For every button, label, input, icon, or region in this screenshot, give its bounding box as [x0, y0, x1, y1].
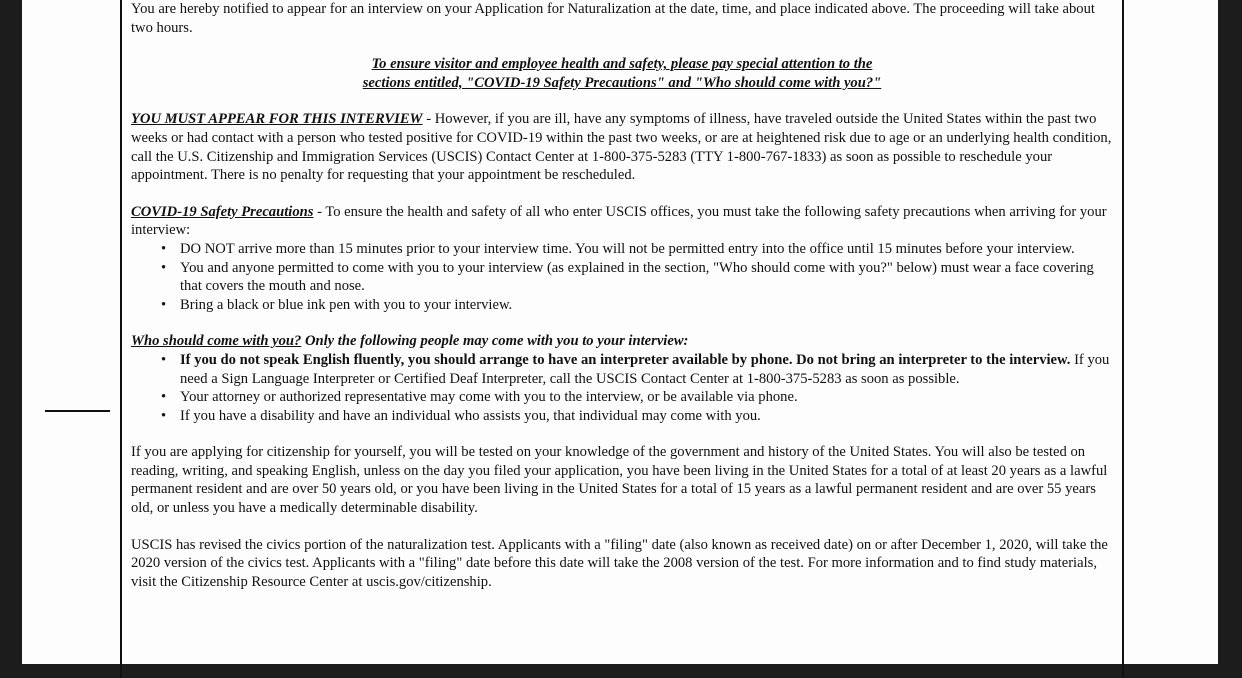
testing-paragraph: If you are applying for citizenship for yourself, you will be tested on your knowledge of the government and history of the United States. You will also be tested on reading, writing, and speaking English, unless on the day you filed your application, you have been living in the United States for a total of at least 20 years as a lawful permanent resident and are over 50 years old, or you have been living in the United States for a total of 15 years as a lawful permanent resident and are over 55 years old, or unless you have a medically determinable disability.: [131, 444, 1108, 517]
list-item: • If you have a disability and have an individual who assists you, that individual may come with you.: [180, 407, 1113, 426]
list-item: • Your attorney or authorized representative may come with you to the interview, or be available via phone.: [180, 388, 1113, 407]
who-should-come-heading: Who should come with you?: [131, 333, 302, 350]
precautions-paragraph: [131, 203, 1113, 240]
precautions-intro: - To ensure the health and safety of all who enter USCIS offices, you must take the following safety precautions when arriving for your interview:: [131, 203, 1107, 239]
who-should-come-paragraph: [131, 332, 1113, 351]
intro-paragraph: You are hereby notified to appear for an interview on your Application for Naturalization at the date, time, and place indicated above. The proceeding will take about two hours.: [131, 1, 1095, 36]
must-appear-text: - However, if you are ill, have any symptoms of illness, have traveled outside the United States within the past two weeks or had contact with a person who tested positive for COVID-19 within the past two weeks, or are at heightened risk due to age or an underlying health condition, call the U.S. Citizenship and Immigration Services (USCIS) Contact Center at 1-800-375-5283 (TTY 1-800-767-1833) as soon as possible to reschedule your appointment. There is no penalty for requesting that your appointment be rescheduled.: [131, 111, 1112, 184]
list-item: • You and anyone permitted to come with you to your interview (as explained in the section, "Who should come with you?" below) must wear a face covering that covers the mouth and nose.: [180, 259, 1113, 296]
civics-paragraph: USCIS has revised the civics portion of the naturalization test. Applicants with a "filing" date (also known as received date) on or after December 1, 2020, will take the 2020 version of the civics test. Applicants with a "filing" date before this date will take the 2008 version of the test. For more information and to find study materials, visit the Citizenship Resource Center at uscis.gov/citizenship.: [131, 536, 1108, 590]
interpreter-text: If you need a Sign Language Interpreter or Certified Deaf Interpreter, call the USCIS Contact Center at 1-800-375-5283 as soon as possible.: [180, 351, 1110, 387]
interpreter-bold-text: If you do not speak English fluently, you should arrange to have an interpreter available by phone. Do not bring an interpreter to the interview.: [180, 351, 1071, 368]
precautions-heading: COVID-19 Safety Precautions: [131, 203, 314, 220]
margin-line: [45, 410, 110, 412]
who-should-come-list: [131, 351, 1113, 425]
who-should-come-subheading: Only the following people may come with you to your interview:: [301, 333, 689, 350]
safety-notice-line-2: sections entitled, "COVID-19 Safety Precautions" and "Who should come with you?": [362, 74, 882, 91]
list-item: • Bring a black or blue ink pen with you to your interview.: [180, 296, 1113, 315]
must-appear-heading: YOU MUST APPEAR FOR THIS INTERVIEW: [131, 111, 423, 128]
document-content: [131, 0, 1113, 591]
precautions-list: [131, 240, 1113, 314]
list-item: [180, 351, 1113, 388]
list-item: • DO NOT arrive more than 15 minutes prior to your interview time. You will not be permitted entry into the office until 15 minutes before your interview.: [180, 240, 1113, 259]
safety-notice-line-1: To ensure visitor and employee health and safety, please pay special attention to the: [371, 56, 873, 73]
must-appear-paragraph: [131, 110, 1113, 184]
